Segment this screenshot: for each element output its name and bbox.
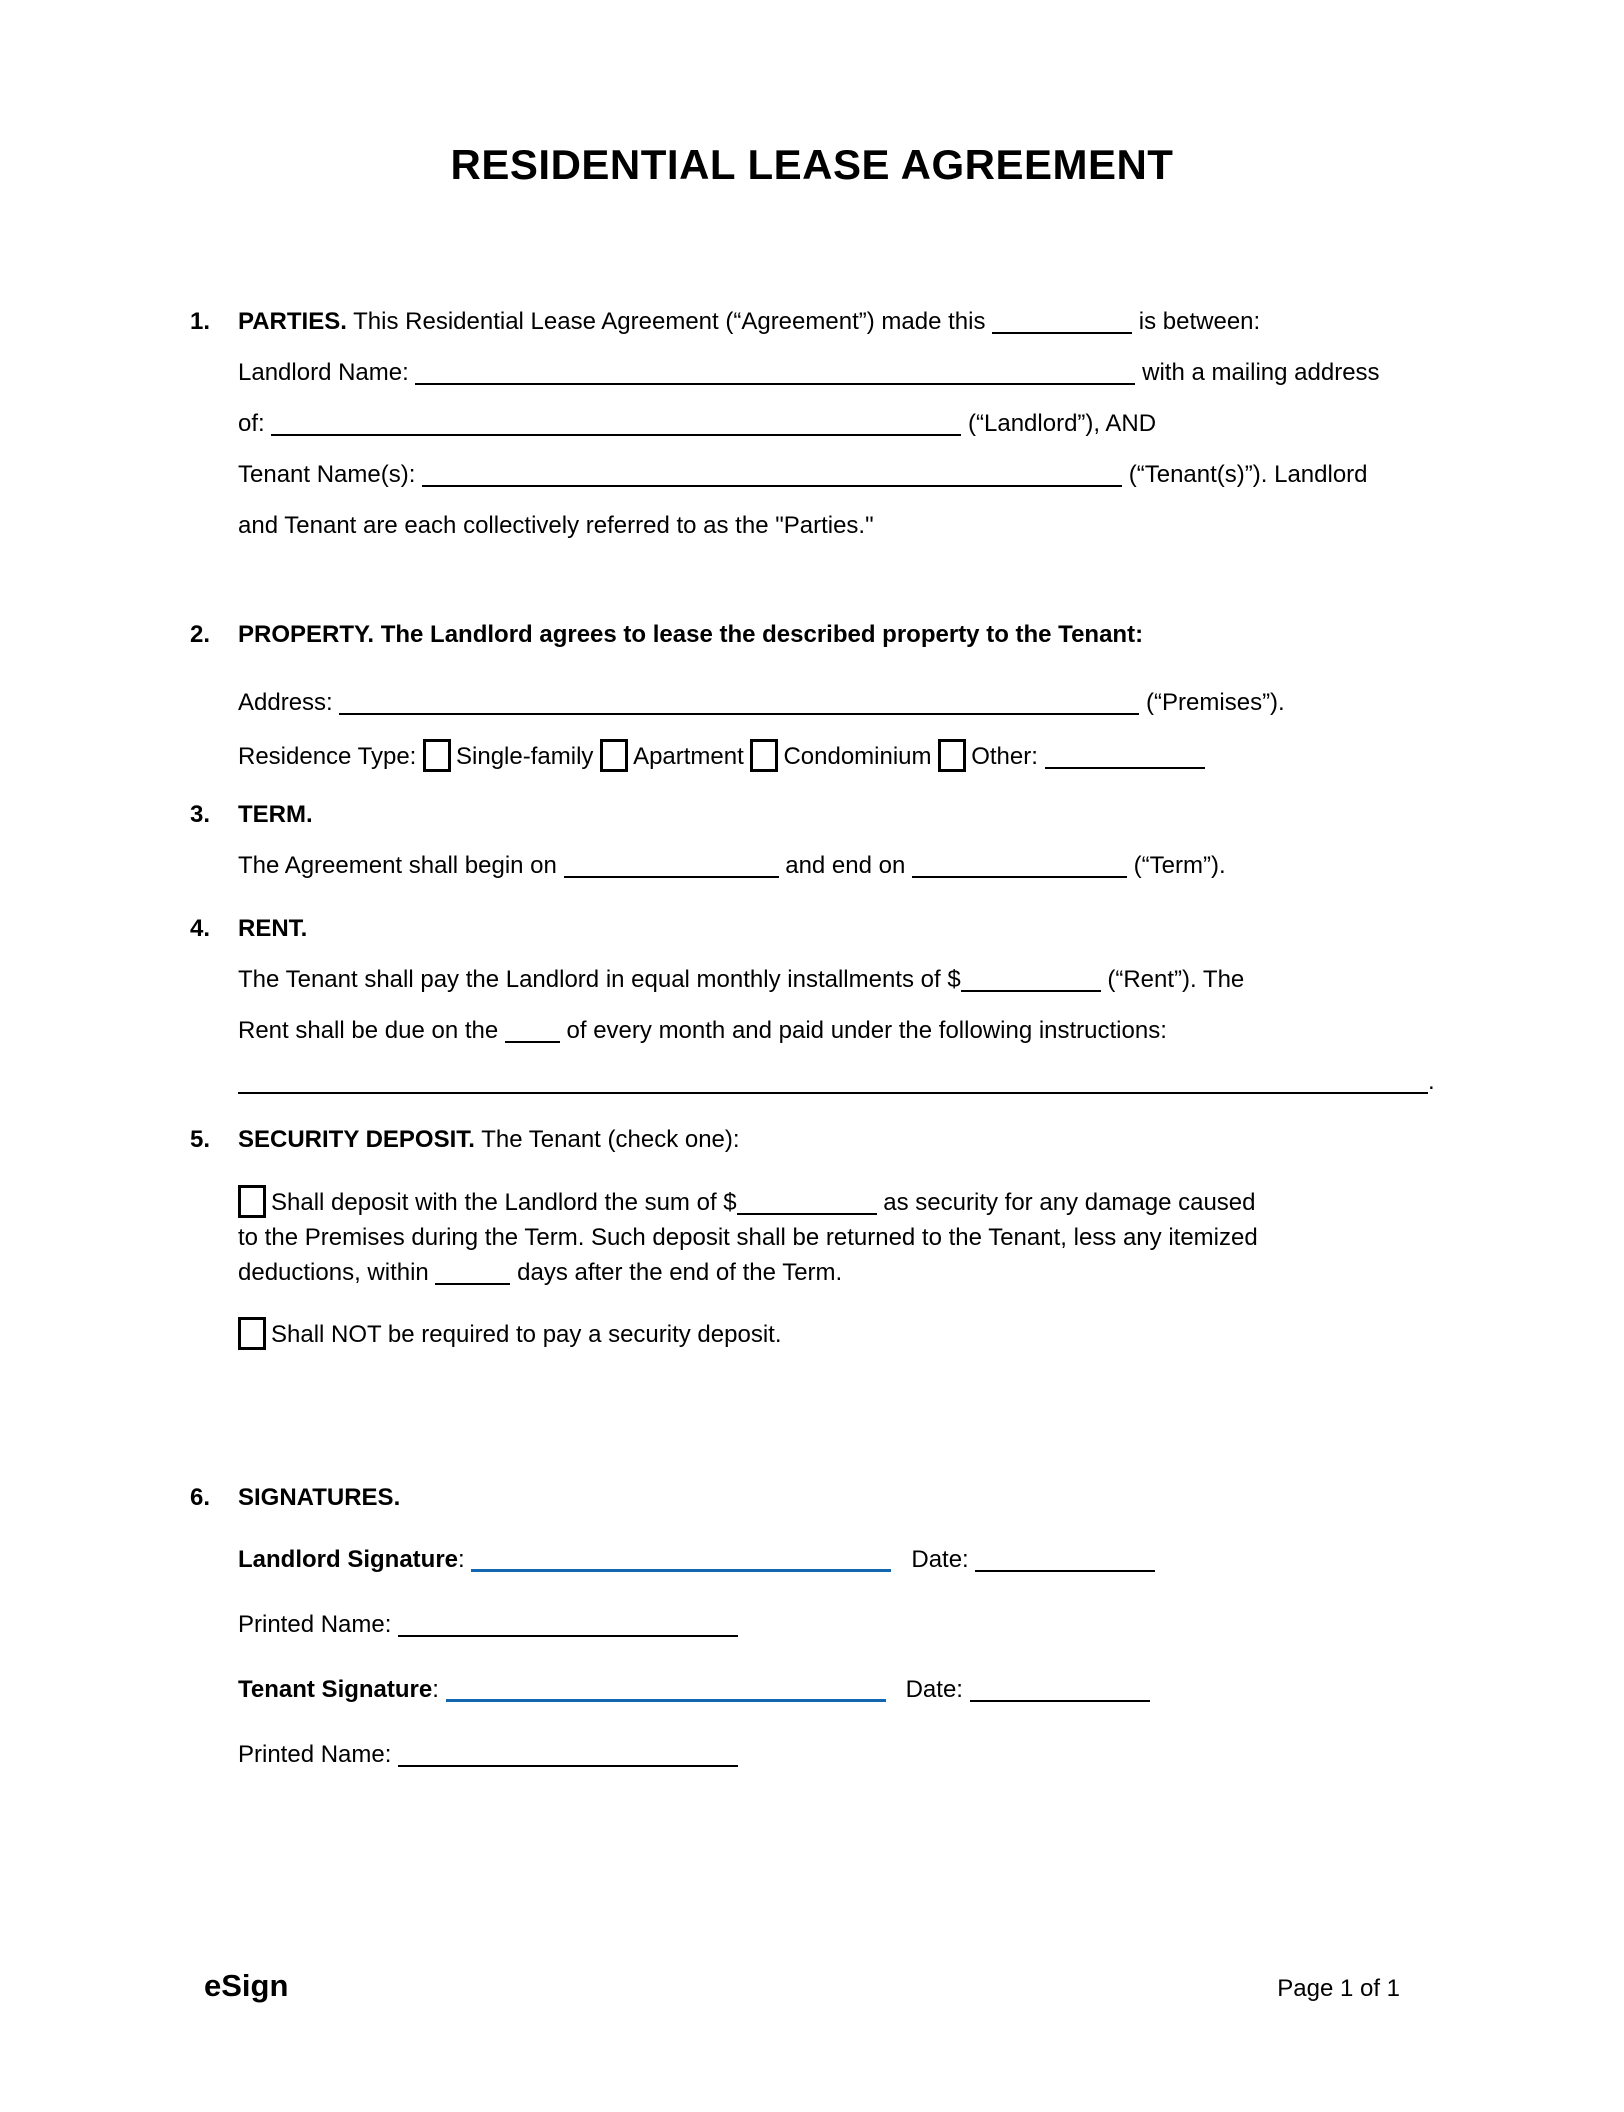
text-run: of:	[238, 410, 272, 437]
document-line	[238, 851, 1458, 881]
term-end-date-field[interactable]	[912, 876, 1127, 878]
text-run: The Tenant (check one):	[474, 1126, 740, 1153]
section-number: 2.	[190, 621, 211, 648]
section-signatures	[190, 1483, 1458, 1805]
tenant-names-field[interactable]	[422, 485, 1122, 487]
text-run: The Tenant shall pay the Landlord in equal monthly installments of $	[238, 966, 961, 993]
text-run: Landlord Name:	[238, 359, 416, 386]
text-run: (“Term”).	[1127, 852, 1226, 879]
checkbox-single-family[interactable]	[423, 739, 451, 772]
text-run: to the Premises during the Term. Such deposit shall be returned to the Tenant, less any itemized	[238, 1224, 1258, 1251]
document-line	[238, 1675, 1458, 1705]
checkbox-other[interactable]	[938, 739, 966, 772]
landlord-address-field[interactable]	[271, 434, 961, 436]
section-content	[238, 620, 1458, 793]
text-run: Printed Name:	[238, 1611, 399, 1638]
text-run: is between:	[1132, 308, 1261, 335]
deposit-amount-field[interactable]	[737, 1213, 877, 1215]
section-number: 1.	[190, 308, 211, 335]
document-line	[238, 460, 1458, 490]
text-run: :	[458, 1546, 472, 1573]
text-run: SECURITY DEPOSIT.	[238, 1126, 475, 1153]
text-run: Condominium	[783, 743, 939, 770]
text-run: PARTIES.	[238, 308, 347, 335]
landlord-signature-field[interactable]	[471, 1569, 891, 1572]
text-run: This Residential Lease Agreement (“Agreement”) made this	[346, 308, 993, 335]
agreement-date-field[interactable]	[992, 332, 1132, 334]
payment-instructions-field[interactable]	[238, 1092, 1428, 1094]
document-line	[238, 965, 1458, 995]
term-start-date-field[interactable]	[564, 876, 779, 878]
text-run: Shall NOT be required to pay a security deposit.	[271, 1321, 782, 1348]
document-line	[238, 358, 1458, 388]
document-line	[238, 409, 1458, 439]
text-run: Date:	[885, 1676, 970, 1703]
tenant-printed-name-field[interactable]	[398, 1765, 738, 1767]
text-run: Residence Type:	[238, 743, 424, 770]
document-line	[238, 1016, 1458, 1046]
text-run: TERM.	[238, 801, 313, 828]
text-run: RENT.	[238, 915, 308, 942]
document-line	[238, 1610, 1458, 1640]
document-line	[238, 1067, 1458, 1097]
text-run: of every month and paid under the following instructions:	[559, 1017, 1167, 1044]
text-run: Single-family	[456, 743, 601, 770]
document-line	[238, 1740, 1458, 1770]
document-line	[238, 1125, 1458, 1155]
document-line	[238, 1220, 1458, 1255]
text-run: and Tenant are each collectively referred to as the "Parties."	[238, 512, 874, 539]
checkbox-shall-deposit[interactable]	[238, 1185, 266, 1218]
section-number: 6.	[190, 1484, 211, 1511]
section-number: 3.	[190, 801, 211, 828]
document-line	[238, 688, 1458, 718]
section-rent	[190, 914, 1458, 1118]
document-line	[238, 307, 1458, 337]
document-line	[238, 1545, 1458, 1575]
document-line	[238, 1185, 1458, 1220]
document-line	[238, 800, 1458, 830]
document-line	[238, 914, 1458, 944]
document-line	[238, 511, 1458, 541]
text-run: Address:	[238, 689, 340, 716]
document-line	[238, 1255, 1458, 1290]
checkbox-apartment[interactable]	[600, 739, 628, 772]
text-run: Shall deposit with the Landlord the sum of $	[271, 1189, 737, 1216]
text-run: .	[1428, 1068, 1435, 1095]
landlord-name-field[interactable]	[415, 383, 1135, 385]
tenant-date-field[interactable]	[970, 1700, 1150, 1702]
text-run: days after the end of the Term.	[510, 1259, 843, 1286]
text-run: Apartment	[633, 743, 751, 770]
text-run: and end on	[778, 852, 912, 879]
text-run: The Agreement shall begin on	[238, 852, 564, 879]
text-run: Printed Name:	[238, 1741, 399, 1768]
premises-address-field[interactable]	[339, 713, 1139, 715]
landlord-date-field[interactable]	[975, 1570, 1155, 1572]
text-run: (“Tenant(s)”). Landlord	[1122, 461, 1368, 488]
section-content	[238, 1125, 1458, 1352]
page-number-label: Page 1 of 1	[1277, 1975, 1400, 2002]
text-run: :	[432, 1676, 446, 1703]
landlord-printed-name-field[interactable]	[398, 1635, 738, 1637]
text-run: Date:	[891, 1546, 976, 1573]
section-property	[190, 620, 1458, 793]
document-line	[238, 1483, 1458, 1513]
text-run: SIGNATURES.	[238, 1484, 401, 1511]
document-body	[190, 307, 1458, 1805]
section-security-deposit	[190, 1125, 1458, 1352]
text-run: Rent shall be due on the	[238, 1017, 505, 1044]
document-line	[238, 739, 1458, 772]
section-number: 4.	[190, 915, 211, 942]
text-run: Other:	[971, 743, 1045, 770]
section-term	[190, 800, 1458, 902]
section-content	[238, 914, 1458, 1118]
text-run: Tenant Signature	[238, 1676, 433, 1703]
text-run: (“Rent”). The	[1100, 966, 1245, 993]
document-line	[238, 620, 1458, 650]
checkbox-no-deposit[interactable]	[238, 1317, 266, 1350]
section-content	[238, 800, 1458, 902]
text-run: Landlord Signature	[238, 1546, 459, 1573]
section-content	[238, 1483, 1458, 1805]
document-title: RESIDENTIAL LEASE AGREEMENT	[450, 141, 1174, 188]
text-run: as security for any damage caused	[876, 1189, 1256, 1216]
rent-amount-field[interactable]	[961, 990, 1101, 992]
text-run: Tenant Name(s):	[238, 461, 423, 488]
text-run: deductions, within	[238, 1259, 436, 1286]
text-run: PROPERTY. The Landlord agrees to lease the described property to the Tenant:	[238, 621, 1144, 648]
rent-due-day-field[interactable]	[505, 1041, 560, 1043]
deposit-return-days-field[interactable]	[435, 1283, 510, 1285]
document-line	[238, 1317, 1458, 1352]
section-content	[238, 307, 1458, 562]
page-footer	[204, 1968, 1400, 2004]
section-parties	[190, 307, 1458, 562]
text-run: with a mailing address	[1135, 359, 1380, 386]
checkbox-condominium[interactable]	[750, 739, 778, 772]
section-number: 5.	[190, 1126, 211, 1153]
esign-logo: eSign	[204, 1968, 289, 2003]
text-run: (“Landlord”), AND	[961, 410, 1157, 437]
other-residence-field[interactable]	[1045, 767, 1205, 769]
text-run: (“Premises”).	[1139, 689, 1285, 716]
tenant-signature-field[interactable]	[446, 1699, 886, 1702]
